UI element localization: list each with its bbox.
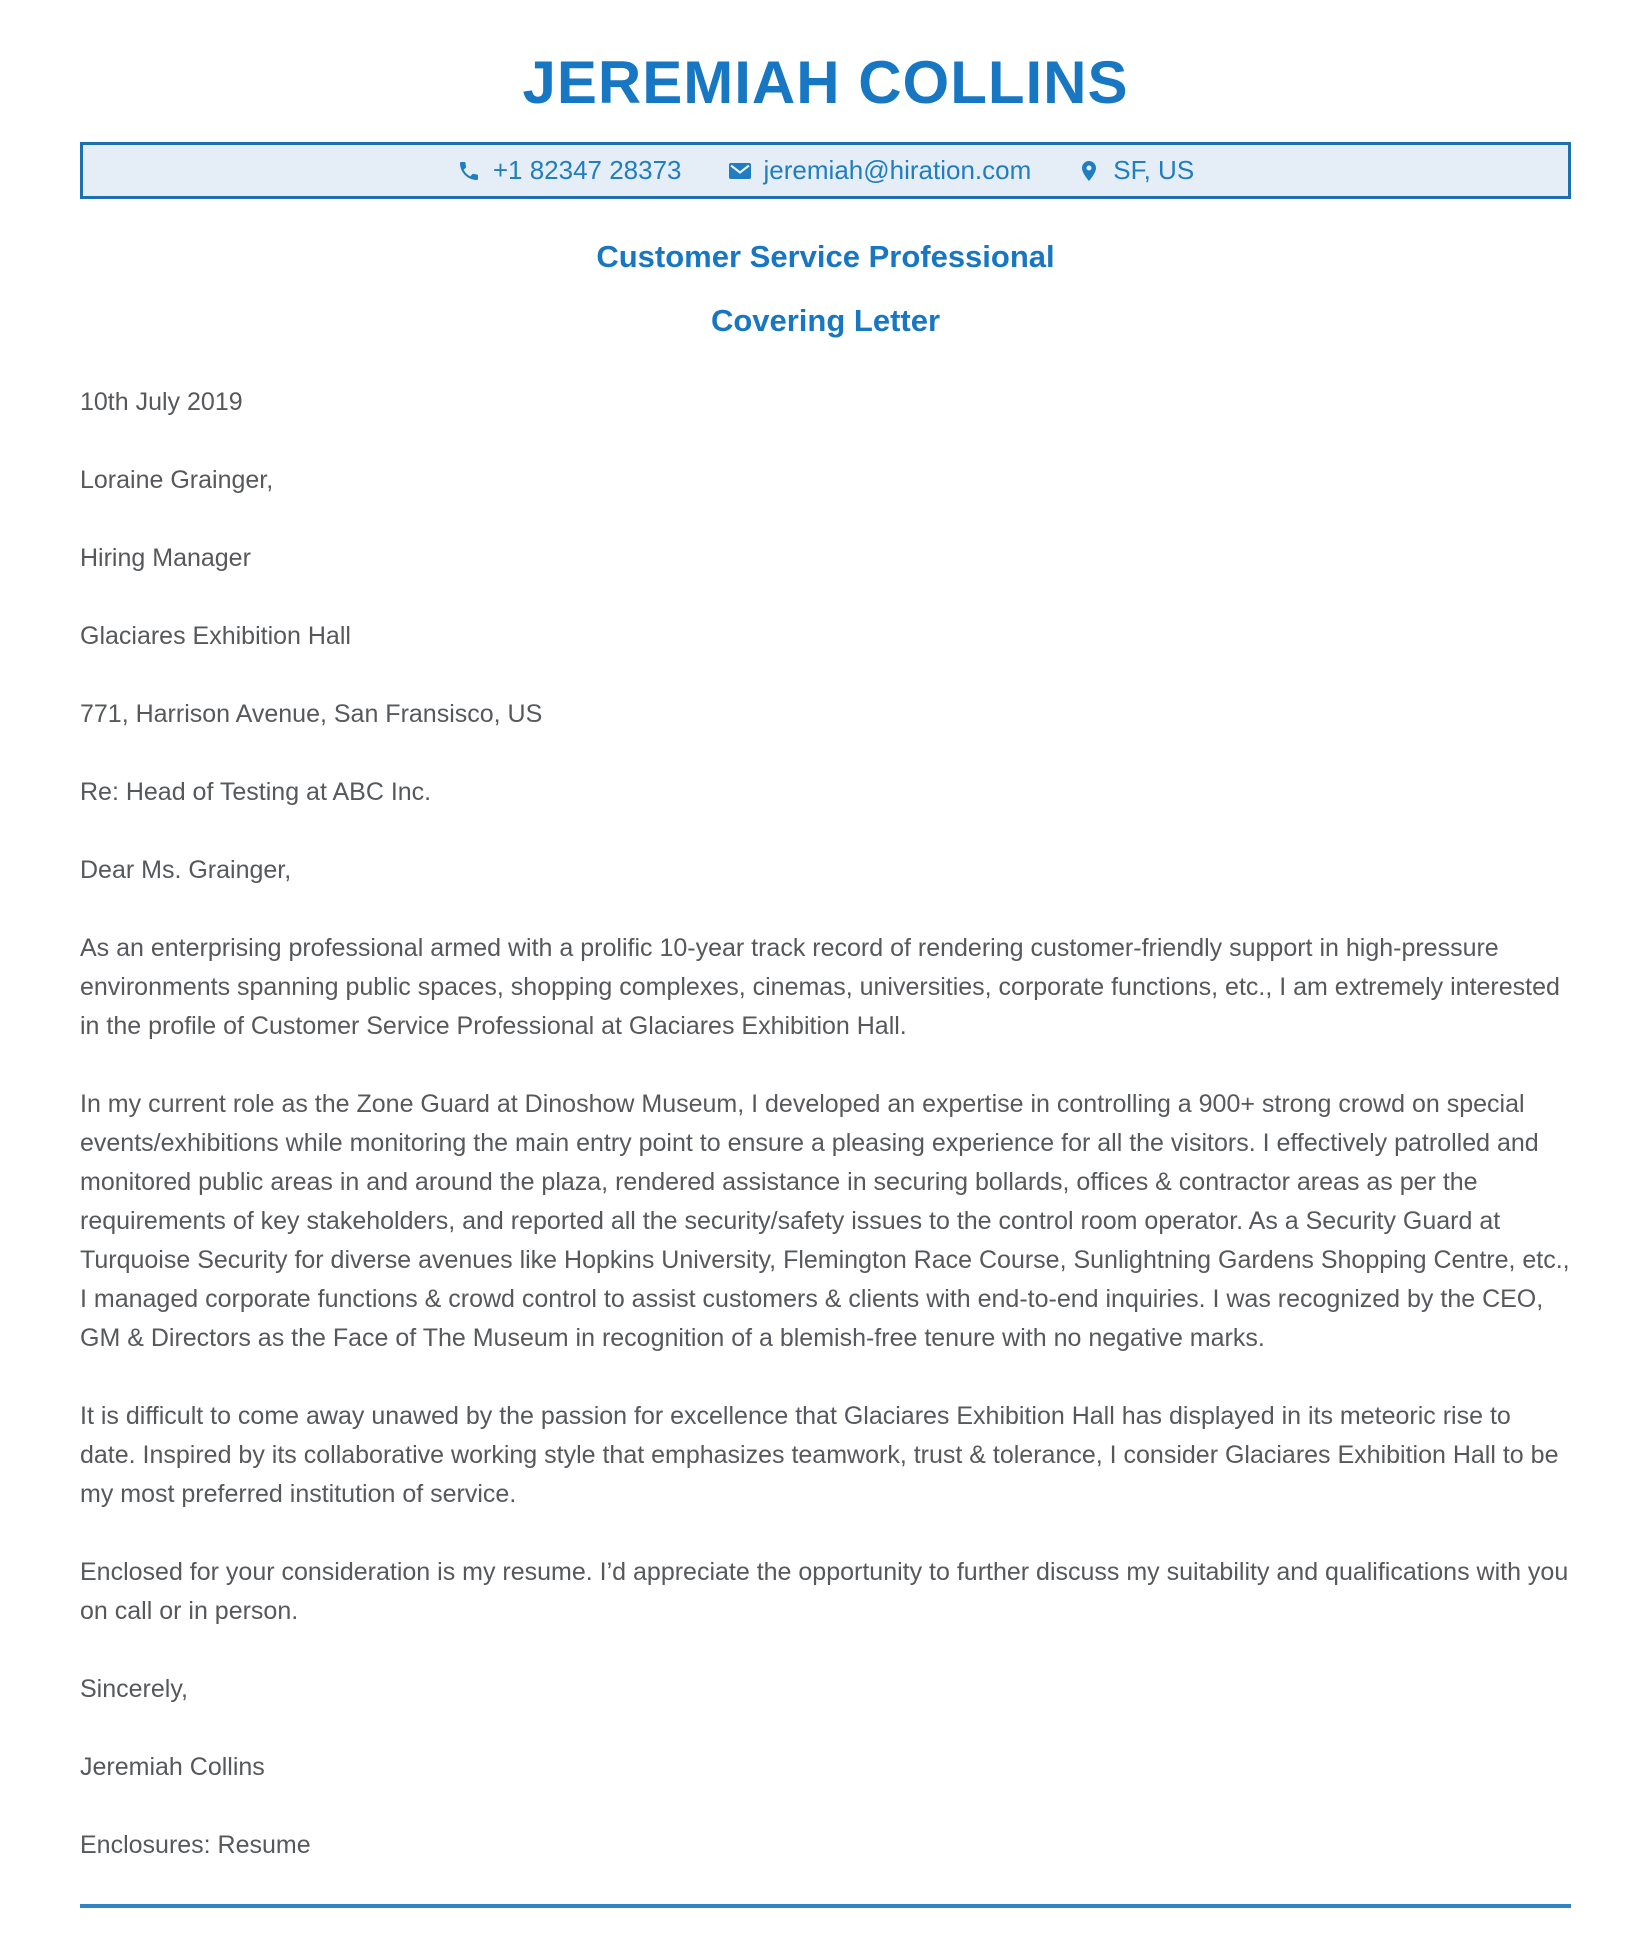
contact-email-text: jeremiah@hiration.com — [763, 155, 1032, 185]
recipient-name: Loraine Grainger, — [80, 466, 274, 494]
document-title: Covering Letter — [710, 303, 941, 338]
letter-paragraph: Enclosed for your consideration is my resume. I’d appreciate the opportunity to further discuss my suitability and qualifications with you on call or in person. — [80, 1558, 1569, 1625]
recipient-company: Glaciares Exhibition Hall — [80, 622, 351, 650]
salutation: Dear Ms. Grainger, — [80, 856, 292, 884]
contact-phone — [457, 155, 682, 186]
subject-line: Re: Head of Testing at ABC Inc. — [80, 778, 432, 806]
letter-paragraph: As an enterprising professional armed with a prolific 10-year track record of rendering customer-friendly support in high-pressure environments spanning public spaces, shopping complexes, cinemas, universities, corporate functions, etc., I am extremely interested in the profile of Customer Service Professional at Glaciares Exhibition Hall. — [80, 934, 1560, 1040]
role-title: Customer Service Professional — [596, 239, 1055, 274]
contact-bar — [80, 142, 1571, 199]
phone-icon — [457, 159, 481, 183]
page-title: JEREMIAH COLLINS — [522, 49, 1129, 116]
letter-date: 10th July 2019 — [80, 388, 243, 416]
email-icon — [728, 159, 752, 183]
contact-phone-text: +1 82347 28373 — [492, 155, 682, 185]
location-icon — [1077, 159, 1101, 183]
recipient-address: 771, Harrison Avenue, San Fransisco, US — [80, 700, 543, 728]
letter-body — [80, 383, 1571, 1865]
footer-divider — [80, 1904, 1571, 1908]
enclosures: Enclosures: Resume — [80, 1831, 311, 1859]
letter-paragraph: In my current role as the Zone Guard at Dinoshow Museum, I developed an expertise in controlling a 900+ strong crowd on special events/exhibitions while monitoring the main entry point to ensure a pleasing experience for all the visitors. I effectively patrolled and monitored public areas in and around the plaza, rendered assistance in securing bollards, offices & contractor areas as per the requirements of key stakeholders, and reported all the security/safety issues to the control room operator. As a Security Guard at Turquoise Security for diverse avenues like Hopkins University, Flemington Race Course, Sunlightning Gardens Shopping Centre, etc., I managed corporate functions & crowd control to assist customers & clients with end-to-end inquiries. I was recognized by the CEO, GM & Directors as the Face of The Museum in recognition of a blemish-free tenure with no negative marks. — [80, 1090, 1570, 1352]
letter-paragraph: It is difficult to come away unawed by the passion for excellence that Glaciares Exhibition Hall has displayed in its meteoric rise to date. Inspired by its collaborative working style that emphasizes teamwork, trust & tolerance, I consider Glaciares Exhibition Hall to be my most preferred institution of service. — [80, 1402, 1559, 1508]
contact-location — [1077, 155, 1194, 186]
contact-location-text: SF, US — [1113, 155, 1195, 185]
signature: Jeremiah Collins — [80, 1753, 265, 1781]
recipient-title: Hiring Manager — [80, 544, 251, 572]
closing: Sincerely, — [80, 1675, 188, 1703]
contact-email — [728, 155, 1032, 186]
